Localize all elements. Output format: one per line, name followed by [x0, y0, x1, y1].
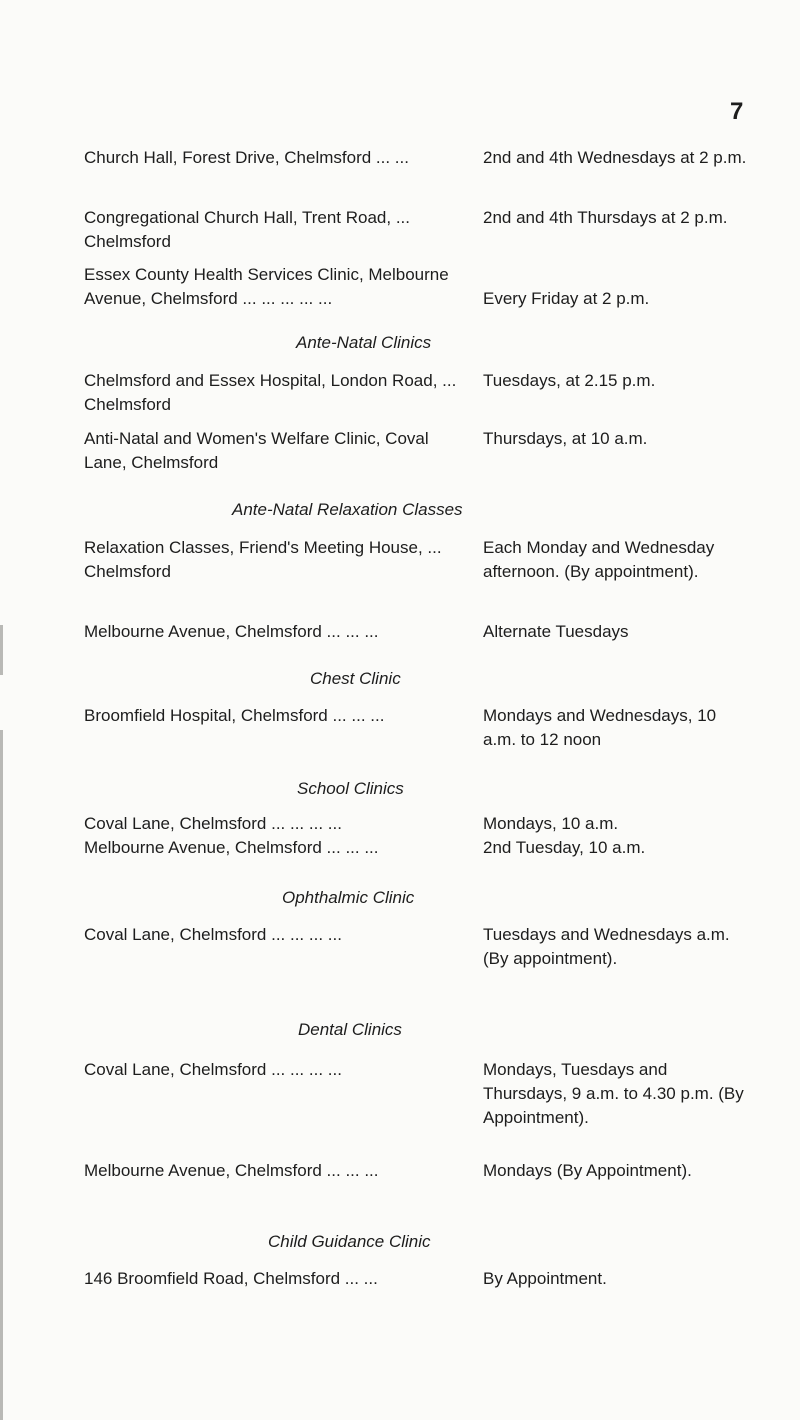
clinic-location: Broomfield Hospital, Chelmsford ... ... ... — [84, 706, 385, 725]
clinic-time: 2nd and 4th Wednesdays at 2 p.m. — [483, 148, 747, 167]
section-title: Ante-Natal Relaxation Classes — [232, 500, 463, 519]
clinic-time: Thursdays, at 10 a.m. — [483, 429, 648, 448]
clinic-time: 2nd and 4th Thursdays at 2 p.m. — [483, 208, 728, 227]
clinic-location: Chelmsford and Essex Hospital, London Road, ... Chelmsford — [84, 371, 457, 414]
clinic-time: Alternate Tuesdays — [483, 622, 629, 641]
clinic-location: Melbourne Avenue, Chelmsford ... ... ... — [84, 1161, 379, 1180]
section-title: Child Guidance Clinic — [268, 1232, 431, 1251]
clinic-time: Each Monday and Wednesday afternoon. (By appointment). — [483, 538, 715, 581]
section-title: Dental Clinics — [298, 1020, 402, 1039]
clinic-location: Coval Lane, Chelmsford ... ... ... ... — [84, 925, 342, 944]
clinic-time: Mondays (By Appointment). — [483, 1161, 692, 1180]
clinic-location: Church Hall, Forest Drive, Chelmsford ... ... — [84, 148, 409, 167]
section-title: Chest Clinic — [310, 669, 401, 688]
section-title: Ante-Natal Clinics — [296, 333, 432, 352]
clinic-time: Tuesdays, at 2.15 p.m. — [483, 371, 656, 390]
clinic-location: 146 Broomfield Road, Chelmsford ... ... — [84, 1269, 378, 1288]
clinic-location: Coval Lane, Chelmsford ... ... ... ... — [84, 814, 342, 833]
clinic-location: Anti-Natal and Women's Welfare Clinic, Coval Lane, Chelmsford — [84, 429, 429, 472]
scan-edge-mark — [0, 730, 3, 1420]
clinic-time: Mondays, 10 a.m. — [483, 814, 619, 833]
section-title: School Clinics — [297, 779, 404, 798]
scan-edge-mark — [0, 625, 3, 675]
clinic-time: Every Friday at 2 p.m. — [483, 289, 650, 308]
clinic-location: Essex County Health Services Clinic, Melbourne Avenue, Chelmsford ... ... ... ... ... — [84, 265, 449, 308]
section-title: Ophthalmic Clinic — [282, 888, 415, 907]
clinic-time: By Appointment. — [483, 1269, 607, 1288]
clinic-time: Mondays and Wednesdays, 10 a.m. to 12 noon — [483, 706, 717, 749]
page-number: 7 — [730, 98, 744, 125]
clinic-time: Tuesdays and Wednesdays a.m. (By appointment). — [483, 925, 730, 968]
clinic-location: Coval Lane, Chelmsford ... ... ... ... — [84, 1060, 342, 1079]
clinic-location: Relaxation Classes, Friend's Meeting House, ... Chelmsford — [84, 538, 442, 581]
clinic-time: Mondays, Tuesdays and Thursdays, 9 a.m. to 4.30 p.m. (By Appointment). — [483, 1060, 744, 1127]
clinic-time: 2nd Tuesday, 10 a.m. — [483, 838, 646, 857]
clinic-location: Melbourne Avenue, Chelmsford ... ... ... — [84, 622, 379, 641]
clinic-location: Congregational Church Hall, Trent Road, ... Chelmsford — [84, 208, 411, 251]
clinic-location: Melbourne Avenue, Chelmsford ... ... ... — [84, 838, 379, 857]
